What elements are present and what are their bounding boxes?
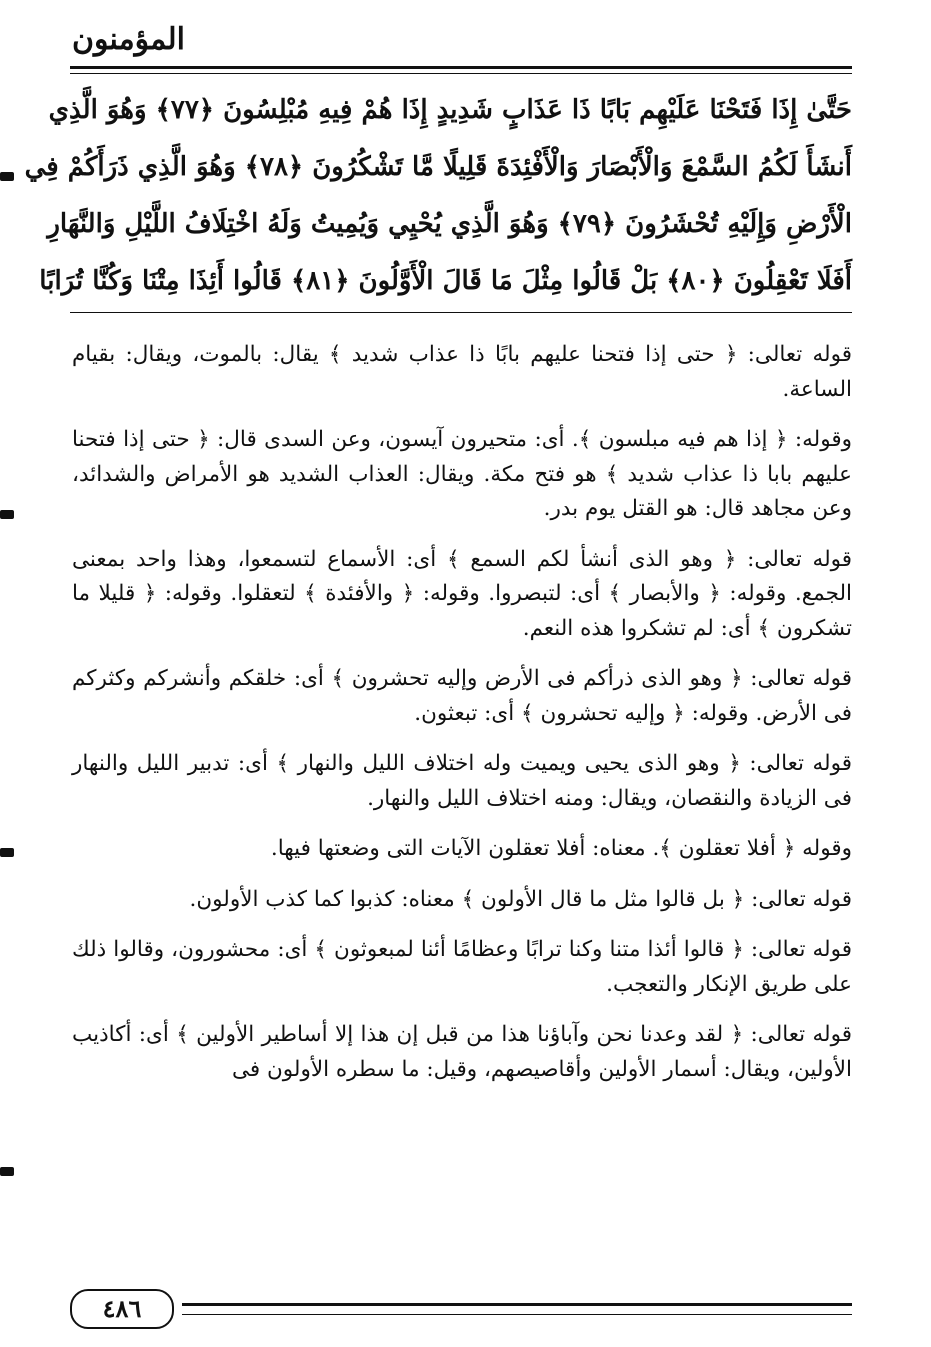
commentary-paragraph: قوله تعالى: ﴿ وهو الذى ذرأكم فى الأرض وإليه تحشرون ﴾ أى: خلقكم وأنشركم وكثركم فى الأرض. وقوله: ﴿ وإليه تحشرون ﴾ أى: تبعثون.: [72, 666, 852, 726]
margin-marker: [0, 848, 14, 857]
margin-marker: [0, 172, 14, 181]
margin-marker: [0, 1167, 14, 1176]
commentary-paragraph: وقوله ﴿ أفلا تعقلون ﴾. معناه: أفلا تعقلون الآيات التى وضعتها فيها.: [270, 836, 852, 861]
verse-line: حَتَّىٰ إِذَا فَتَحْنَا عَلَيْهِم بَابًا ذَا عَذَابٍ شَدِيدٍ إِذَا هُمْ فِيهِ مُبْلِسُونَ ﴿٧٧﴾ وَهُوَ الَّذِي: [48, 95, 852, 125]
tafsir-commentary: [72, 338, 852, 1103]
footer-rule: [182, 1303, 852, 1315]
commentary-paragraph: وقوله: ﴿ إذا هم فيه مبلسون ﴾. أى: متحيرون آيسون، وعن السدى قال: ﴿ حتى إذا فتحنا عليهم بابا ذا عذاب شديد ﴾ هو فتح مكة. ويقال: العذاب الشديد هو الأمراض والشدائد، وعن مجاهد قال: هو القتل يوم بدر.: [72, 427, 852, 521]
page-footer: [70, 1289, 852, 1329]
margin-marker: [0, 510, 14, 519]
commentary-paragraph: قوله تعالى: ﴿ قالوا أئذا متنا وكنا ترابًا وعظامًا أئنا لمبعوثون ﴾ أى: محشورون، وقالوا ذلك على طريق الإنكار والتعجب.: [72, 937, 852, 997]
verse-line: أَفَلَا تَعْقِلُونَ ﴿٨٠﴾ بَلْ قَالُوا مِثْلَ مَا قَالَ الْأَوَّلُونَ ﴿٨١﴾ قَالُوا أَئِذَا مِتْنَا وَكُنَّا تُرَابًا: [39, 266, 852, 296]
quran-verses: [24, 82, 852, 310]
commentary-paragraph: قوله تعالى: ﴿ حتى إذا فتحنا عليهم بابًا ذا عذاب شديد ﴾ يقال: بالموت، ويقال: بقيام الساعة.: [72, 342, 852, 402]
page-number: ٤٨٦: [70, 1289, 174, 1329]
commentary-paragraph: قوله تعالى: ﴿ بل قالوا مثل ما قال الأولون ﴾ معناه: كذبوا كما كذب الأولون.: [189, 886, 852, 912]
header-rule-thick: [70, 66, 852, 69]
verse-line: الْأَرْضِ وَإِلَيْهِ تُحْشَرُونَ ﴿٧٩﴾ وَهُوَ الَّذِي يُحْيِي وَيُمِيتُ وَلَهُ اخْتِلَافُ اللَّيْلِ وَالنَّهَارِ: [47, 209, 852, 239]
commentary-paragraph: قوله تعالى: ﴿ لقد وعدنا نحن وآباؤنا هذا من قبل إن هذا إلا أساطير الأولين ﴾ أى: أكاذيب الأولين، ويقال: أسمار الأولين وأقاصيصهم، وقيل: ما سطره الأولون فى: [72, 1022, 852, 1082]
verse-line: أَنشَأَ لَكُمُ السَّمْعَ وَالْأَبْصَارَ وَالْأَفْئِدَةَ قَلِيلًا مَّا تَشْكُرُونَ ﴿٧٨﴾ وَهُوَ الَّذِي ذَرَأَكُمْ فِي: [24, 152, 852, 182]
header-rule-thin: [70, 73, 852, 74]
surah-title: المؤمنون: [72, 22, 185, 57]
commentary-paragraph: قوله تعالى: ﴿ وهو الذى يحيى ويميت وله اختلاف الليل والنهار ﴾ أى: تدبير الليل والنهار فى الزيادة والنقصان، ويقال: ومنه اختلاف الليل والنهار.: [72, 751, 852, 811]
verses-divider: [70, 312, 852, 313]
commentary-paragraph: قوله تعالى: ﴿ وهو الذى أنشأ لكم السمع ﴾ أى: الأسماع لتسمعوا، وهذا واحد بمعنى الجمع. وقوله: ﴿ والأبصار ﴾ أى: لتبصروا. وقوله: ﴿ والأفئدة ﴾ لتعقلوا. وقوله: ﴿ قليلا ما تشكرون ﴾ أى: لم تشكروا هذه النعم.: [72, 546, 852, 641]
